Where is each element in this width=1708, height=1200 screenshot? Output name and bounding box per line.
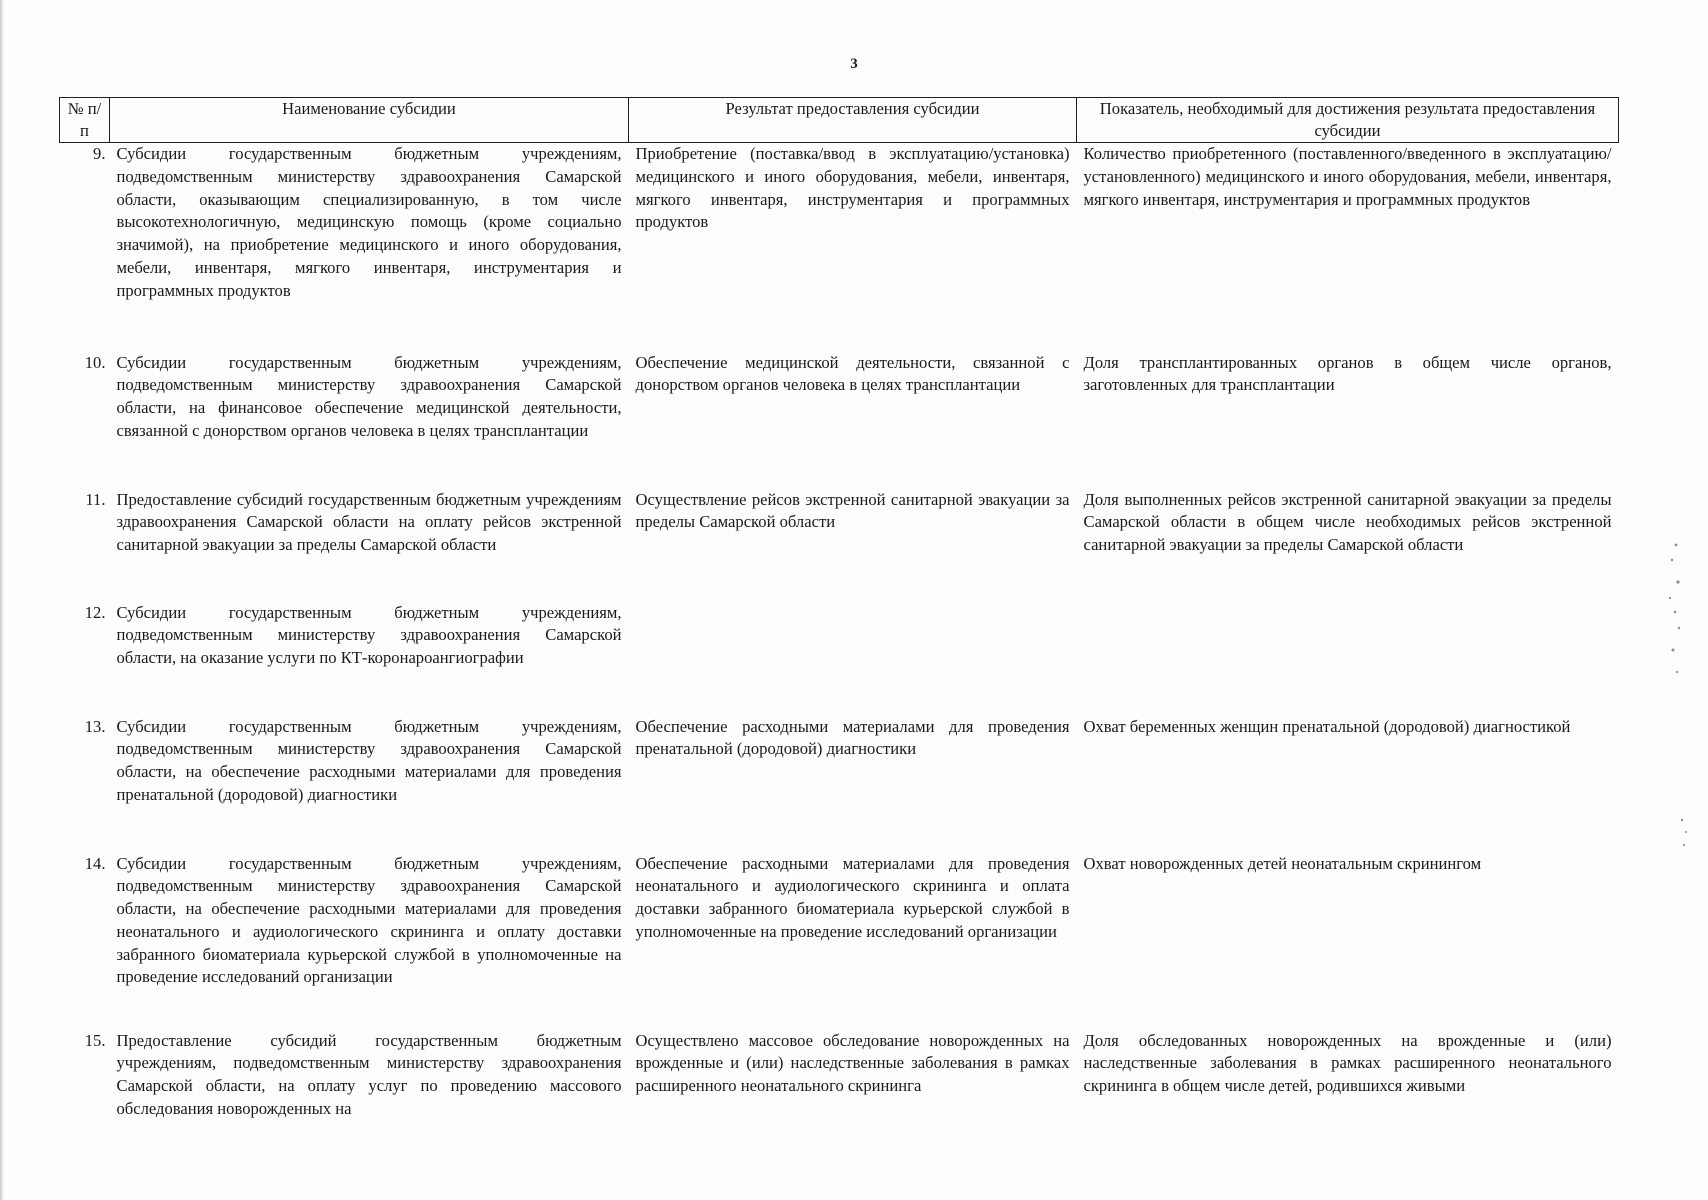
row-result: Осуществлено массовое обследование новорожденных на врожденные и (или) наследственные заболевания в рамках расширенного неонатального скрининга bbox=[635, 1030, 1070, 1096]
table-row bbox=[60, 352, 1619, 489]
row-indicator bbox=[1077, 602, 1619, 716]
row-result: Обеспечение расходными материалами для проведения неонатального и аудиологического скрининга и оплата доставки забранного биоматериала курьерской службой в уполномоченные на проведение исследований организации bbox=[635, 853, 1070, 941]
row-name: Предоставление субсидий государственным бюджетным учреждениям здравоохранения Самарской области на оплату рейсов экстренной санитарной эвакуации за пределы Самарской области bbox=[116, 489, 622, 555]
row-name: Предоставление субсидий государственным бюджетным учреждениям, подведомственным министерству здравоохранения Самарской области, на оплату услуг по проведению массового обследования новорожденных на bbox=[116, 1030, 622, 1118]
scan-specks bbox=[1648, 0, 1708, 1200]
row-indicator: Доля обследованных новорожденных на врожденные и (или) наследственные заболевания в рамках расширенного неонатального скрининга в общем числе детей, родившихся живыми bbox=[1083, 1030, 1612, 1096]
row-indicator: Доля выполненных рейсов экстренной санитарной эвакуации за пределы Самарской области в общем числе необходимых рейсов экстренной санитарной эвакуации за пределы Самарской области bbox=[1083, 489, 1612, 555]
header-result: Результат предоставления субсидии bbox=[629, 98, 1077, 143]
table-row bbox=[60, 602, 1619, 716]
row-name: Субсидии государственным бюджетным учреждениям, подведомственным министерству здравоохранения Самарской области, на оказание услуги по КТ-коронароангиографии bbox=[116, 602, 622, 668]
row-indicator: Доля трансплантированных органов в общем числе органов, заготовленных для трансплантации bbox=[1083, 352, 1612, 395]
row-indicator: Охват новорожденных детей неонатальным скринингом bbox=[1083, 853, 1482, 873]
header-num: № п/п bbox=[60, 98, 110, 143]
subsidy-table bbox=[59, 97, 1619, 1125]
row-result: Приобретение (поставка/ввод в эксплуатацию/установка) медицинского и иного оборудования, мебели, инвентаря, мягкого инвентаря, инструментария и программных продуктов bbox=[635, 144, 1070, 232]
row-num: 12. bbox=[84, 602, 106, 622]
row-result: Обеспечение расходными материалами для проведения пренатальной (дородовой) диагностики bbox=[635, 716, 1070, 759]
row-name: Субсидии государственным бюджетным учреждениям, подведомственным министерству здравоохранения Самарской области, на обеспечение расходными материалами для проведения пренатальной (дородовой) диагностики bbox=[116, 716, 622, 804]
row-indicator: Охват беременных женщин пренатальной (дородовой) диагностикой bbox=[1083, 716, 1571, 736]
row-num: 9. bbox=[93, 144, 106, 163]
row-result bbox=[629, 602, 1077, 716]
table-header-row bbox=[60, 98, 1619, 143]
header-indicator: Показатель, необходимый для достижения результата предоставления субсидии bbox=[1077, 98, 1619, 143]
row-num: 13. bbox=[84, 716, 106, 736]
table-row bbox=[60, 489, 1619, 602]
row-name: Субсидии государственным бюджетным учреждениям, подведомственным министерству здравоохранения Самарской области, на обеспечение расходными материалами для проведения неонатального и аудиологического скрининга и оплату доставки забранного биоматериала курьерской службой в уполномоченные на проведение исследований организации bbox=[116, 853, 622, 987]
row-num: 15. bbox=[84, 1030, 106, 1050]
row-name: Субсидии государственным бюджетным учреждениям, подведомственным министерству здравоохранения Самарской области, на финансовое обеспечение медицинской деятельности, связанной с донорством органов человека в целях трансплантации bbox=[116, 352, 622, 440]
row-indicator: Количество приобретенного (поставленного/введенного в эксплуатацию/установленного) медицинского и иного оборудования, мебели, инвентаря, мягкого инвентаря, инструментария и программных продуктов bbox=[1083, 144, 1612, 209]
table-row bbox=[60, 716, 1619, 853]
row-num: 10. bbox=[84, 352, 106, 372]
scan-edge-shadow bbox=[0, 0, 4, 1200]
page-number: 3 bbox=[850, 56, 858, 72]
table-row bbox=[60, 853, 1619, 1030]
row-result: Осуществление рейсов экстренной санитарной эвакуации за пределы Самарской области bbox=[635, 489, 1070, 532]
table-row bbox=[60, 1030, 1619, 1125]
row-num: 14. bbox=[84, 853, 106, 873]
row-name: Субсидии государственным бюджетным учреждениям, подведомственным министерству здравоохранения Самарской области, оказывающим специализированную, в том числе высокотехнологичную, медицинскую помощь (кроме социально значимой), на приобретение медицинского и иного оборудования, мебели, инвентаря, мягкого инвентаря, инструментария и программных продуктов bbox=[116, 144, 622, 300]
row-result: Обеспечение медицинской деятельности, связанной с донорством органов человека в целях трансплантации bbox=[635, 352, 1070, 395]
header-name: Наименование субсидии bbox=[110, 98, 629, 143]
row-num: 11. bbox=[85, 489, 106, 509]
table-row bbox=[60, 143, 1619, 352]
